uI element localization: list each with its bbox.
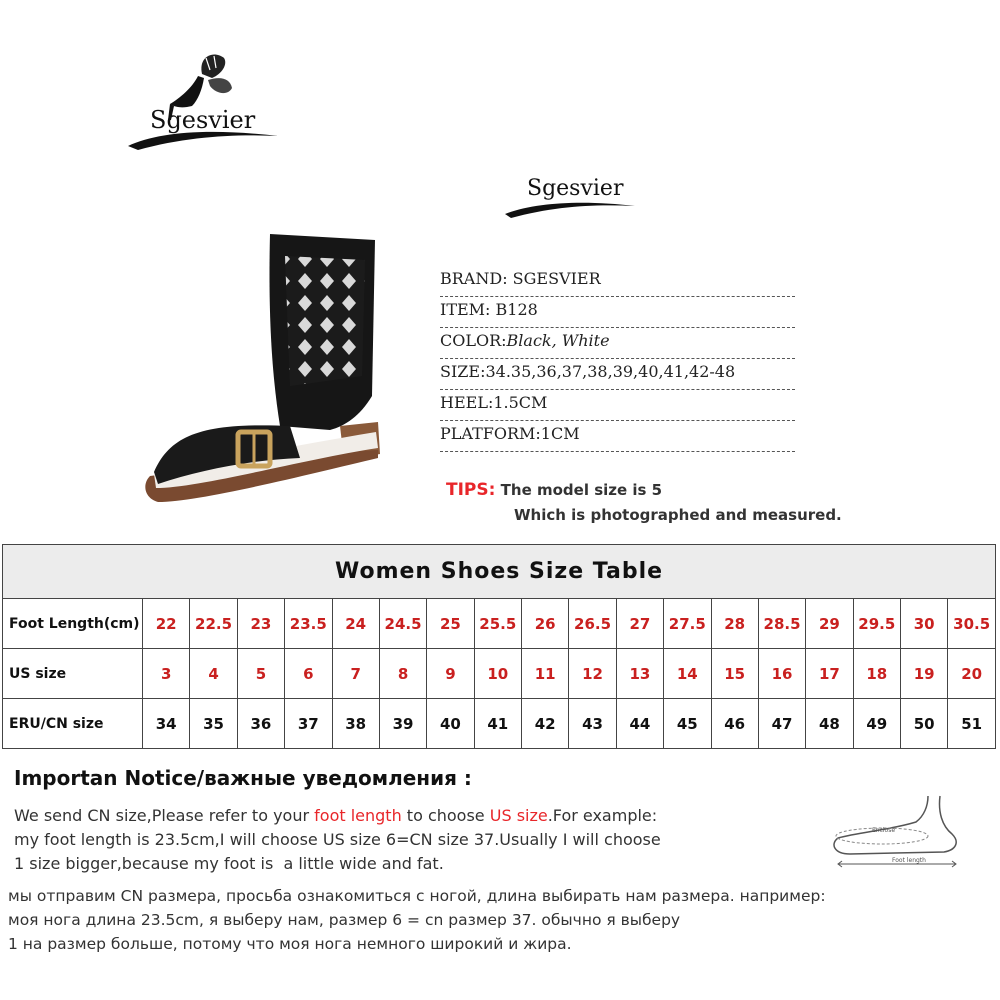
spec-brand — [440, 266, 795, 297]
spec-brand-label: BRAND: — [440, 269, 508, 288]
table-cell: 47 — [758, 699, 805, 749]
table-cell: 24.5 — [379, 599, 426, 649]
tips-line2: Which is photographed and measured. — [514, 506, 842, 524]
us-size-row — [3, 649, 996, 699]
spec-platform-label: PLATFORM: — [440, 424, 541, 443]
spec-item-value: B128 — [490, 300, 538, 319]
enclose-label: Enclose — [872, 827, 896, 834]
table-cell: 13 — [616, 649, 663, 699]
table-cell: 17 — [806, 649, 853, 699]
table-cell: 28 — [711, 599, 758, 649]
table-cell: 22.5 — [190, 599, 237, 649]
table-cell: 19 — [901, 649, 948, 699]
table-cell: 25 — [427, 599, 474, 649]
table-cell: 22 — [143, 599, 190, 649]
table-cell: 35 — [190, 699, 237, 749]
brand-logo-small — [505, 172, 645, 220]
size-table — [2, 544, 996, 749]
table-cell: 28.5 — [758, 599, 805, 649]
table-cell: 30 — [901, 599, 948, 649]
notice-en-text: .For example: — [547, 806, 658, 825]
table-cell: 51 — [948, 699, 996, 749]
table-cell: 27.5 — [664, 599, 711, 649]
table-cell: 20 — [948, 649, 996, 699]
table-cell: 40 — [427, 699, 474, 749]
spec-color-label: COLOR: — [440, 331, 507, 350]
spec-platform-value: 1CM — [540, 424, 580, 443]
spec-heel-label: HEEL: — [440, 393, 494, 412]
spec-item — [440, 297, 795, 328]
table-cell: 26 — [522, 599, 569, 649]
notice-en-line2: my foot length is 23.5cm,I will choose US size 6=CN size 37.Usually I will choose — [14, 830, 661, 849]
notice-en-text: to choose — [401, 806, 490, 825]
sandal-icon — [140, 226, 390, 516]
spec-color — [440, 328, 795, 359]
table-cell: 34 — [143, 699, 190, 749]
notice-en-line1 — [14, 804, 774, 828]
table-cell: 23.5 — [285, 599, 332, 649]
table-cell: 43 — [569, 699, 616, 749]
notice-ru-line2: моя нога длина 23.5cm, я выберу нам, размер 6 = cn размер 37. обычно я выберу — [8, 911, 681, 929]
table-cell: 23 — [237, 599, 284, 649]
notice-russian — [8, 884, 988, 956]
row-label: ERU/CN size — [3, 699, 143, 749]
notice-english — [14, 804, 774, 876]
notice-us-size-highlight: US size — [489, 806, 548, 825]
size-table-title: Women Shoes Size Table — [3, 545, 996, 599]
row-label: US size — [3, 649, 143, 699]
spec-item-label: ITEM: — [440, 300, 491, 319]
spec-brand-value: SGESVIER — [507, 269, 601, 288]
table-cell: 4 — [190, 649, 237, 699]
brand-logo — [128, 48, 288, 158]
table-cell: 25.5 — [474, 599, 521, 649]
table-cell: 29.5 — [853, 599, 900, 649]
table-cell: 38 — [332, 699, 379, 749]
spec-size-label: SIZE: — [440, 362, 486, 381]
row-label: Foot Length(cm) — [3, 599, 143, 649]
table-cell: 15 — [711, 649, 758, 699]
spec-heel-value: 1.5CM — [493, 393, 548, 412]
foot-icon — [820, 792, 980, 872]
spec-color-value: Black, White — [506, 331, 610, 350]
brand-logo-text: Sgesvier — [150, 106, 256, 134]
spec-size-value: 34.35,36,37,38,39,40,41,42-48 — [485, 362, 736, 381]
table-cell: 3 — [143, 649, 190, 699]
spec-heel — [440, 390, 795, 421]
foot-measure-diagram — [820, 792, 980, 872]
table-cell: 39 — [379, 699, 426, 749]
table-cell: 14 — [664, 649, 711, 699]
table-cell: 37 — [285, 699, 332, 749]
tips-label: TIPS: — [446, 480, 496, 500]
notice-ru-line1: мы отправим CN размера, просьба ознакомиться с ногой, длина выбирать нам размера. например: — [8, 887, 826, 905]
notice-en-text: We send CN size,Please refer to your — [14, 806, 315, 825]
notice-title: Importan Notice/важные уведомления : — [14, 766, 472, 790]
tips-line1: The model size is 5 — [500, 481, 663, 499]
notice-ru-line3: 1 на размер больше, потому что моя нога немного широкий и жира. — [8, 935, 572, 953]
table-cell: 45 — [664, 699, 711, 749]
table-cell: 46 — [711, 699, 758, 749]
product-image — [140, 226, 390, 516]
table-cell: 30.5 — [948, 599, 996, 649]
table-cell: 6 — [285, 649, 332, 699]
table-cell: 18 — [853, 649, 900, 699]
table-cell: 10 — [474, 649, 521, 699]
table-cell: 5 — [237, 649, 284, 699]
spec-list — [440, 266, 795, 452]
notice-foot-length-highlight: foot length — [314, 806, 402, 825]
table-cell: 9 — [427, 649, 474, 699]
table-cell: 49 — [853, 699, 900, 749]
table-cell: 16 — [758, 649, 805, 699]
table-cell: 50 — [901, 699, 948, 749]
table-cell: 29 — [806, 599, 853, 649]
table-cell: 41 — [474, 699, 521, 749]
table-cell: 36 — [237, 699, 284, 749]
table-cell: 11 — [522, 649, 569, 699]
foot-length-row — [3, 599, 996, 649]
eu-cn-size-row — [3, 699, 996, 749]
table-cell: 8 — [379, 649, 426, 699]
notice-en-line3: 1 size bigger,because my foot is a little wide and fat. — [14, 854, 444, 873]
spec-size — [440, 359, 795, 390]
foot-length-label: Foot length — [892, 857, 926, 864]
table-cell: 24 — [332, 599, 379, 649]
table-cell: 12 — [569, 649, 616, 699]
table-cell: 48 — [806, 699, 853, 749]
brand-logo-small-text: Sgesvier — [527, 176, 624, 201]
table-cell: 44 — [616, 699, 663, 749]
tips — [446, 480, 842, 524]
table-cell: 27 — [616, 599, 663, 649]
butterfly-shoe-icon — [128, 48, 288, 158]
spec-platform — [440, 421, 795, 452]
table-cell: 42 — [522, 699, 569, 749]
table-cell: 7 — [332, 649, 379, 699]
table-cell: 26.5 — [569, 599, 616, 649]
